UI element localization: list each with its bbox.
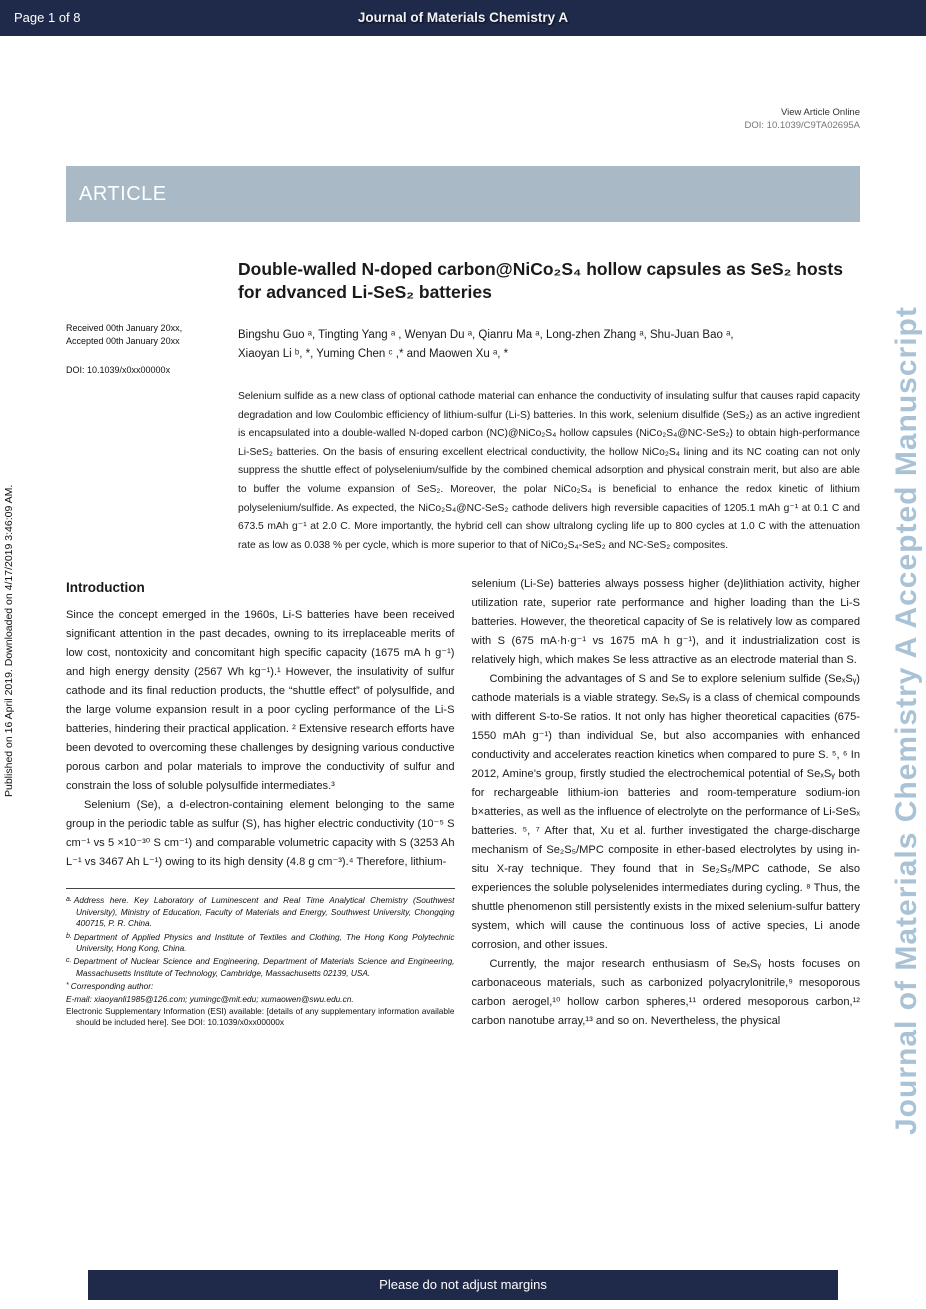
authors-line-1: Bingshu Guo ᵃ, Tingting Yang ᵃ , Wenyan Du ᵃ, Qianru Ma ᵃ, Long-zhen Zhang ᵃ, Shu-Juan Bao ᵃ, <box>238 329 734 341</box>
view-article-online-link[interactable]: View Article Online <box>780 107 860 118</box>
abstract-text: Selenium sulfide as a new class of optional cathode material can enhance the conductivity of insulating sulfur that causes rapid capacity degradation and low Coulombic efficiency of lithium-sulfur (Li-S) batteries. In this work, selenium disulfide (SeS₂) as an active ingredient is encapsulated into a double-walled N-doped carbon (NC)@NiCo₂S₄ hollow capsules (NiCo₂S₄@NC-SeS₂) to obtain high-performance Li-SeS₂ batteries. On the basis of ensuring excellent electrical conductivity, the hollow NiCo₂S₄ lining and its NC coating can not only suppress the shuttle effect of polyselenium/sulfide by the combined chemical adsorption and physical constrain merit, but also are able to buffer the volume expansion of SeS₂. Moreover, the polar NiCo₂S₄ is beneficial to enhance the redox kinetic of lithium polyselenium/sulfide. As expected, the NiCo₂S₄@NC-SeS₂ cathode delivers high reversible capacities of 1205.1 mAh g⁻¹ at 0.1 C and 673.5 mAh g⁻¹ at 2.0 C. More importantly, the hybrid cell can show ultralong cycling life up to 800 cycles at 1.0 C with the attenuation rate as low as 0.038 % per cycle, which is more superior to that of NiCo₂S₄-SeS₂ and NC-SeS₂ composites. <box>238 391 860 551</box>
section-heading-introduction: Introduction <box>66 580 145 596</box>
footnote-marker-star: * <box>66 982 69 990</box>
intro-paragraph-1: Since the concept emerged in the 1960s, Li-S batteries have been received significant attention in the past decades, owning to its irreplaceable merits of low cost, nontoxicity and concomitant high specific capacity (1675 mA h g⁻¹) and high energy density (2567 Wh kg⁻¹).¹ However, the insulativity of sulfur cathode and its final reduction products, the “shuttle effect” of polysulfide, and the large volume expansion result in a poor cycling performance of the Li-S batteries, hindering their practical application. ² Extensive research efforts have been devoted to overcoming these challenges by designing various conductive porous carbon and polar materials to improve the conductivity of sulfur and constrain the loss of soluble polysulfide intermediates.³ <box>66 609 455 793</box>
authors-line-2: Xiaoyan Li ᵇ, *, Yuming Chen ᶜ ,* and Maowen Xu ᵃ, * <box>238 348 509 360</box>
body-paragraph-1: selenium (Li-Se) batteries always possess higher (de)lithiation activity, higher utilization rate, superior rate performance and higher loading than the Li-S batteries. However, the theoretical capacity of Se is relatively low as compared with S (675 mA·h·g⁻¹ vs 1675 mA h g⁻¹), and it industrialization cost is relatively high, which makes Se less attractive as an electrode material than S. <box>471 578 860 667</box>
body-paragraph-2: Combining the advantages of S and Se to explore selenium sulfide (SeₓSᵧ) cathode materials is a viable strategy. SeₓSᵧ is a class of chemical compounds with different S-to-Se ratios. It not only has higher theoretical capacities (675-1550 mAh g⁻¹) than individual Se, but also accompanies with enhanced conductivity and accelerates reaction kinetics when compared to pure S. ⁵, ⁶ In 2012, Amine’s group, firstly studied the electrochemical potential of SeₓSᵧ both for rechargeable lithium-ion batteries and room-temperature sodium-ion b×atteries, as well as the influence of electrolyte on the performance of Li-SeSₓ batteries. ⁵, ⁷ After that, Xu et al. further investigated the charge-discharge mechanism of Se₂S₅/MPC composite in ether-based electrolytes by using in-situ X-ray technique. They found that in Se₂S₅/MPC cathode, Se also experiences the soluble polyselenides intermediates during cycling. ⁸ Thus, the shuttle phenomenon still persistently exists in the mixed selenium-sulfur battery system, which will cause the continuous loss of active species, Li anode corrosion, and other issues. <box>471 673 860 952</box>
article-meta <box>66 258 238 555</box>
footnote-affiliation-b <box>66 931 455 955</box>
footnote-marker-c: c. <box>66 957 72 965</box>
footnote-text-b: Department of Applied Physics and Institute of Textiles and Clothing, The Hong Kong Polytechnic University, Hong Kong, China. <box>73 931 455 953</box>
footnote-marker-a: a. <box>66 896 72 904</box>
accepted-manuscript-watermark: Journal of Materials Chemistry A Accepted Manuscript <box>890 306 923 1135</box>
title-authors-abstract <box>238 258 860 555</box>
intro-paragraph-2: Selenium (Se), a d-electron-containing element belonging to the same group in the periodic table as sulfur (S), has higher electric conductivity (10⁻⁵ S cm⁻¹ vs 5 ×10⁻³⁰ S cm⁻¹) and comparable volumetric capacity with S (3253 Ah L⁻¹ vs 3467 Ah L⁻¹) owing to its high density (4.8 g cm⁻³).⁴ Therefore, lithium- <box>66 799 455 869</box>
footnote-text-esi: Electronic Supplementary Information (ESI) available: [details of any supplementary information available should be included here]. See DOI: 10.1039/x0xx00000x <box>66 1006 455 1028</box>
footnote-affiliation-a <box>66 894 455 929</box>
article-type-banner: ARTICLE <box>66 166 860 222</box>
article-head <box>66 258 860 555</box>
body-paragraph-3: Currently, the major research enthusiasm of SeₓSᵧ hosts focuses on carbonaceous materials, such as carbonized polyacrylonitrile,⁹ mesoporous carbon aerogel,¹⁰ hollow carbon spheres,¹¹ ordered mesoporous carbon,¹² carbon nanotube array,¹³ and so on. Nevertheless, the physical <box>471 958 860 1028</box>
footnote-esi-line <box>66 1006 455 1029</box>
footnote-text-a: Address here. Key Laboratory of Luminescent and Real Time Analytical Chemistry (Southwest University), Ministry of Education, Faculty of Materials and Energy, Southwest University, Chongqing 400715, P. R. China. <box>73 895 455 929</box>
left-column <box>66 575 455 1031</box>
journal-title: Journal of Materials Chemistry A <box>357 10 569 25</box>
published-downloaded-sidebar-text: Published on 16 April 2019. Downloaded on 4/17/2019 3:46:09 AM. <box>3 484 15 797</box>
article-doi: DOI: 10.1039/C9TA02695A <box>744 120 860 131</box>
footnote-text-corresponding: Corresponding author: <box>70 981 154 992</box>
article-title: Double-walled N-doped carbon@NiCo₂S₄ hollow capsules as SeS₂ hosts for advanced Li-SeS₂ batteries <box>238 259 843 302</box>
manuscript-doi: DOI: 10.1039/x0xx00000x <box>66 365 171 375</box>
right-column <box>472 575 861 1031</box>
bottom-margin-bar <box>88 1270 838 1300</box>
footnote-affiliation-c <box>66 955 455 979</box>
received-date: Received 00th January 20xx, <box>66 323 183 333</box>
page-number-label: Page 1 of 8 <box>14 10 81 25</box>
footnote-marker-b: b. <box>66 932 72 940</box>
footnote-text-c: Department of Nuclear Science and Engineering, Department of Materials Science and Engineering, Massachusetts Institute of Technology, Cambridge, Massachusetts 02139, USA. <box>73 956 455 978</box>
footnote-email-line <box>66 994 455 1005</box>
footnote-text-email: E-mail: xiaoyanli1985@126.com; yumingc@mit.edu; xumaowen@swu.edu.cn. <box>66 993 354 1004</box>
two-column-body <box>66 575 860 1031</box>
top-bar <box>0 0 926 36</box>
footnotes-block <box>66 888 455 1028</box>
accepted-date: Accepted 00th January 20xx <box>66 336 180 346</box>
article-content <box>66 36 860 1031</box>
margin-notice: Please do not adjust margins <box>379 1277 547 1292</box>
author-list <box>238 326 860 364</box>
footnote-corresponding-author <box>66 980 455 992</box>
